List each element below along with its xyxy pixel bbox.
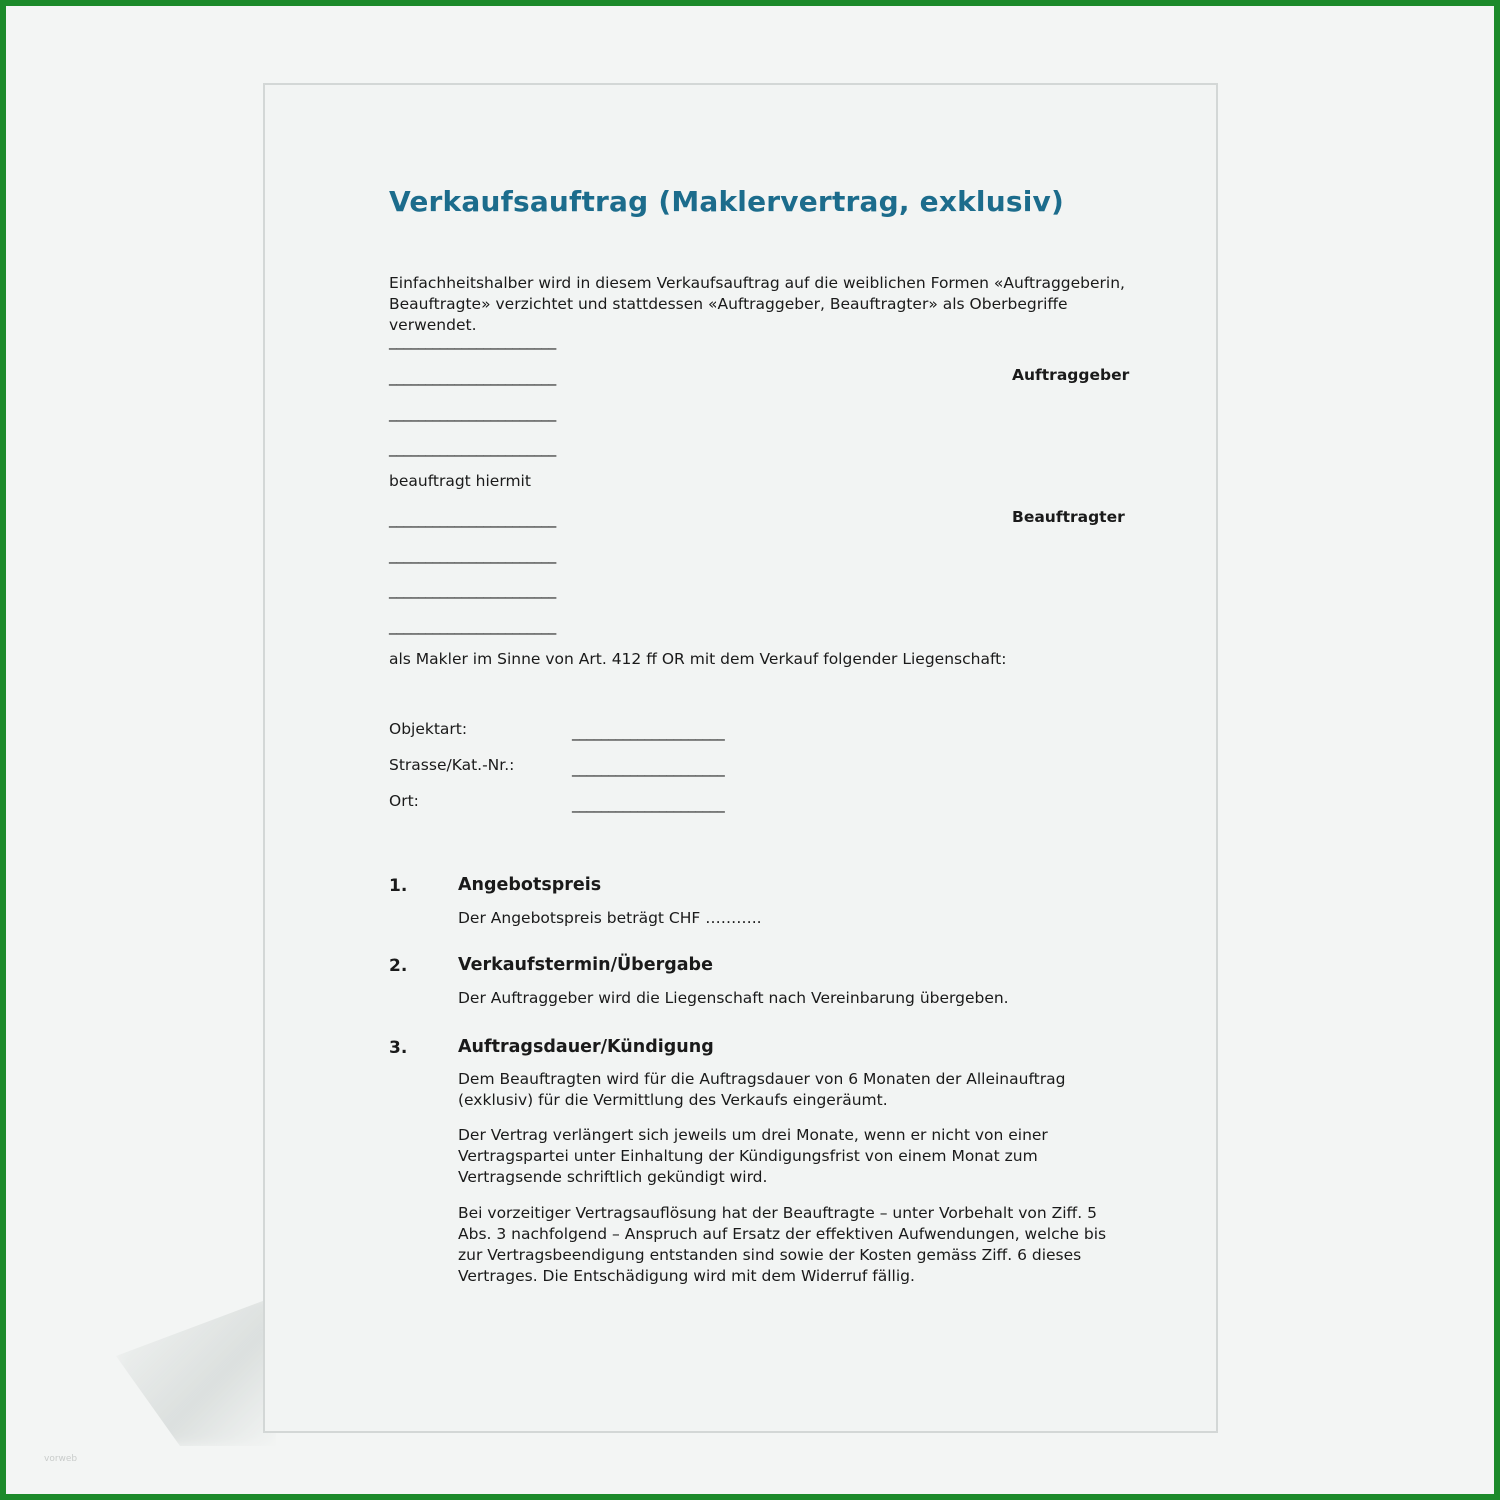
section-paragraph: Bei vorzeitiger Vertragsauflösung hat der Beauftragte – unter Vorbehalt von Ziff. 5 Abs. 3 nachfolgend – Anspruch auf Ersatz der effektiven Aufwendungen, welche bis zur Vertragsbeendigung entstanden sind sowie der Kosten gemäss Ziff. 6 dieses Vertrages. Die Entschädigung wird mit dem Widerruf fällig. — [458, 1204, 1107, 1285]
blank-line: _______________________ — [389, 546, 556, 564]
blank-line: _______________________ — [389, 617, 556, 635]
section-title-auftragsdauer: Auftragsdauer/Kündigung — [458, 1037, 714, 1057]
section-title-angebotspreis: Angebotspreis — [458, 875, 602, 895]
section-number: 2. — [389, 956, 408, 976]
blank-line: _______________________ — [389, 439, 556, 457]
field-label-objektart: Objektart: — [389, 720, 468, 738]
section-paragraph: Der Auftraggeber wird die Liegenschaft nach Vereinbarung übergeben. — [458, 989, 1009, 1007]
blank-line: _______________________ — [389, 332, 556, 350]
section-number: 1. — [389, 876, 408, 896]
blank-line: _______________________ — [389, 404, 556, 422]
blank-line: _______________________ — [389, 368, 556, 386]
auftraggeber-label: Auftraggeber — [1012, 366, 1130, 384]
makler-text: als Makler im Sinne von Art. 412 ff OR mit dem Verkauf folgender Liegenschaft: — [389, 650, 1007, 668]
field-label-strasse: Strasse/Kat.-Nr.: — [389, 756, 515, 774]
document-title: Verkaufsauftrag (Maklervertrag, exklusiv) — [389, 185, 1064, 218]
field-value-ort: _____________________ — [572, 795, 725, 813]
section-paragraph: Der Vertrag verlängert sich jeweils um drei Monate, wenn er nicht von einer Vertragspartei unter Einhaltung der Kündigungsfrist von einem Monat zum Vertragsende schriftlich gekündigt wird. — [458, 1126, 1048, 1186]
blank-line: _______________________ — [389, 510, 556, 528]
watermark: vorweb — [44, 1454, 78, 1464]
section-paragraph: Der Angebotspreis beträgt CHF ……….. — [458, 909, 762, 927]
section-number: 3. — [389, 1038, 408, 1058]
page-shadow — [116, 1296, 276, 1446]
field-value-strasse: _____________________ — [572, 759, 725, 777]
beauftragter-label: Beauftragter — [1012, 508, 1125, 526]
blank-line: _______________________ — [389, 581, 556, 599]
field-value-objektart: _____________________ — [572, 723, 725, 741]
intro-paragraph: Einfachheitshalber wird in diesem Verkaufsauftrag auf die weiblichen Formen «Auftraggeberin, Beauftragte» verzichtet und stattdessen «Auftraggeber, Beauftragter» als Oberbegriffe verwendet. — [389, 274, 1125, 334]
document-page — [263, 83, 1218, 1433]
beauftragt-text: beauftragt hiermit — [389, 472, 531, 490]
field-label-ort: Ort: — [389, 792, 419, 810]
section-title-verkaufstermin: Verkaufstermin/Übergabe — [458, 955, 713, 975]
section-paragraph: Dem Beauftragten wird für die Auftragsdauer von 6 Monaten der Alleinauftrag (exklusiv) für die Vermittlung des Verkaufs eingeräumt. — [458, 1070, 1066, 1109]
